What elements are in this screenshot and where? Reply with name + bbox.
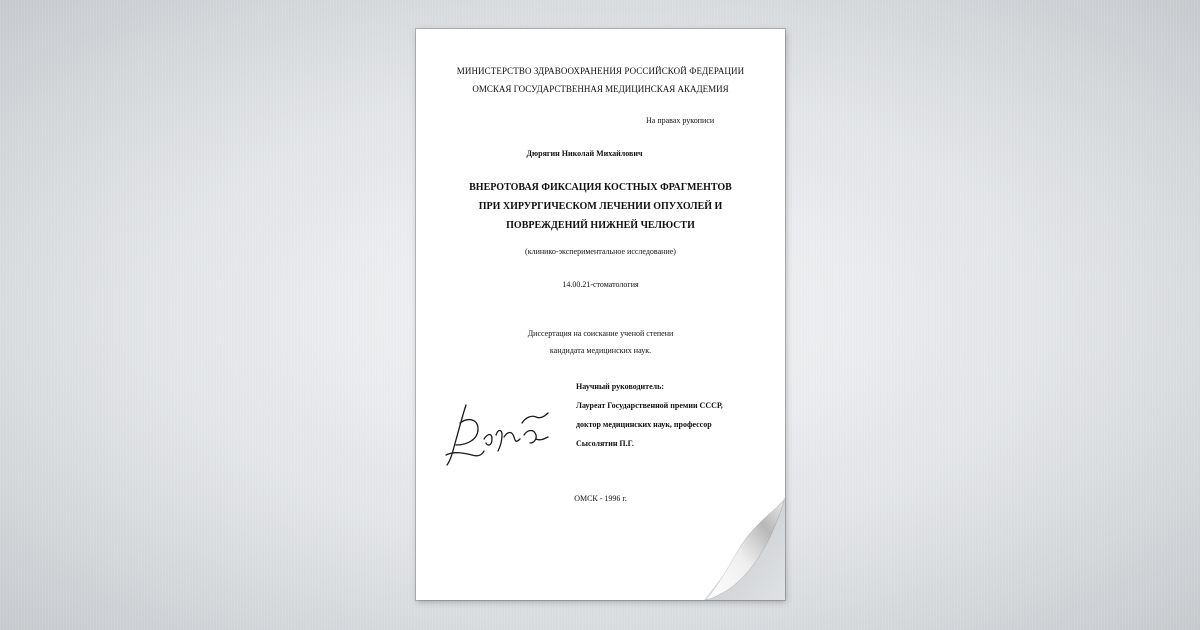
supervisor-line: Лауреат Государственной премии СССР,	[576, 401, 723, 410]
document-page	[416, 29, 785, 600]
specialty-code: 14.00.21-стоматология	[562, 280, 639, 289]
supervisor-block	[576, 377, 723, 453]
research-type: (клинико-экспериментальное исследование)	[525, 247, 676, 256]
supervisor-line: доктор медицинских наук, профессор	[576, 420, 712, 429]
page-curl	[704, 497, 785, 600]
degree-line: Диссертация на соискание ученой степени	[527, 329, 674, 338]
author-name: Дюрягин Николай Михайлович	[526, 149, 643, 158]
supervisor-line: Научный руководитель:	[576, 382, 664, 391]
city-year: ОМСК - 1996 г.	[574, 494, 627, 503]
title-line: ПОВРЕЖДЕНИЙ НИЖНЕЙ ЧЕЛЮСТИ	[506, 220, 695, 231]
supervisor-line: Сысолятин П.Г.	[576, 439, 634, 448]
dissertation-title	[416, 178, 785, 235]
ministry-heading: МИНИСТЕРСТВО ЗДРАВООХРАНЕНИЯ РОССИЙСКОЙ ФЕДЕРАЦИИ	[456, 66, 745, 76]
title-line: ВНЕРОТОВАЯ ФИКСАЦИЯ КОСТНЫХ ФРАГМЕНТОВ	[469, 182, 732, 193]
academy-heading: ОМСКАЯ ГОСУДАРСТВЕННАЯ МЕДИЦИНСКАЯ АКАДЕМИЯ	[472, 84, 729, 94]
rights-note: На правах рукописи	[646, 116, 715, 125]
handwritten-signature	[444, 399, 552, 467]
title-line: ПРИ ХИРУРГИЧЕСКОМ ЛЕЧЕНИИ ОПУХОЛЕЙ И	[478, 201, 723, 212]
degree-line: кандидата медицинских наук.	[549, 346, 652, 355]
